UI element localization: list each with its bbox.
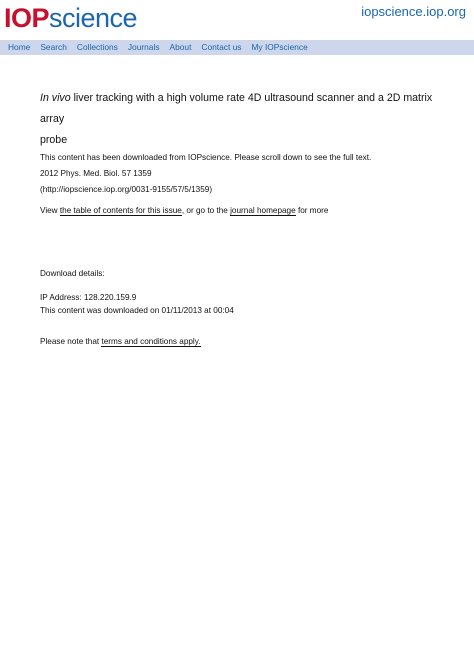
nav-journals[interactable]: Journals (127, 42, 160, 52)
nav-about[interactable]: About (169, 42, 192, 52)
site-header (0, 0, 474, 40)
journal-homepage-link[interactable]: journal homepage (230, 206, 296, 215)
nav-my-iopscience[interactable]: My IOPscience (251, 42, 308, 52)
terms-line (40, 336, 201, 347)
title-italic-part: In vivo (40, 92, 71, 104)
terms-prefix: Please note that (40, 337, 102, 346)
nav-contact-us[interactable]: Contact us (201, 42, 242, 52)
article-title-block (40, 88, 440, 151)
citation: 2012 Phys. Med. Biol. 57 1359 (40, 169, 152, 178)
article-url: (http://iopscience.iop.org/0031-9155/57/5/1359) (40, 185, 213, 194)
nav-bar (0, 40, 474, 55)
iopscience-logo[interactable] (4, 3, 137, 33)
article-title-line2: probe (40, 134, 68, 146)
download-details-heading: Download details: (40, 269, 105, 278)
downloaded-on: This content was downloaded on 01/11/2013 at 00:04 (40, 306, 234, 315)
nav-collections[interactable]: Collections (76, 42, 118, 52)
view-line (40, 205, 328, 216)
site-url-link[interactable]: iopscience.iop.org (361, 4, 466, 19)
logo-science-text: science (49, 3, 138, 33)
article-title (40, 88, 440, 130)
logo-iop-text: IOP (4, 3, 50, 33)
nav-home[interactable]: Home (8, 42, 31, 52)
view-suffix: for more (295, 206, 329, 215)
nav-search[interactable]: Search (40, 42, 67, 52)
view-middle: , or go to the (181, 206, 231, 215)
toc-link[interactable]: the table of contents for this issue (59, 206, 182, 215)
download-notice: This content has been downloaded from IOPscience. Please scroll down to see the full text. (40, 153, 372, 162)
view-prefix: View (40, 206, 60, 215)
terms-link[interactable]: terms and conditions apply. (101, 337, 201, 346)
title-rest: liver tracking with a high volume rate 4D ultrasound scanner and a 2D matrix array (40, 92, 433, 125)
ip-address: IP Address: 128.220.159.9 (40, 293, 137, 302)
